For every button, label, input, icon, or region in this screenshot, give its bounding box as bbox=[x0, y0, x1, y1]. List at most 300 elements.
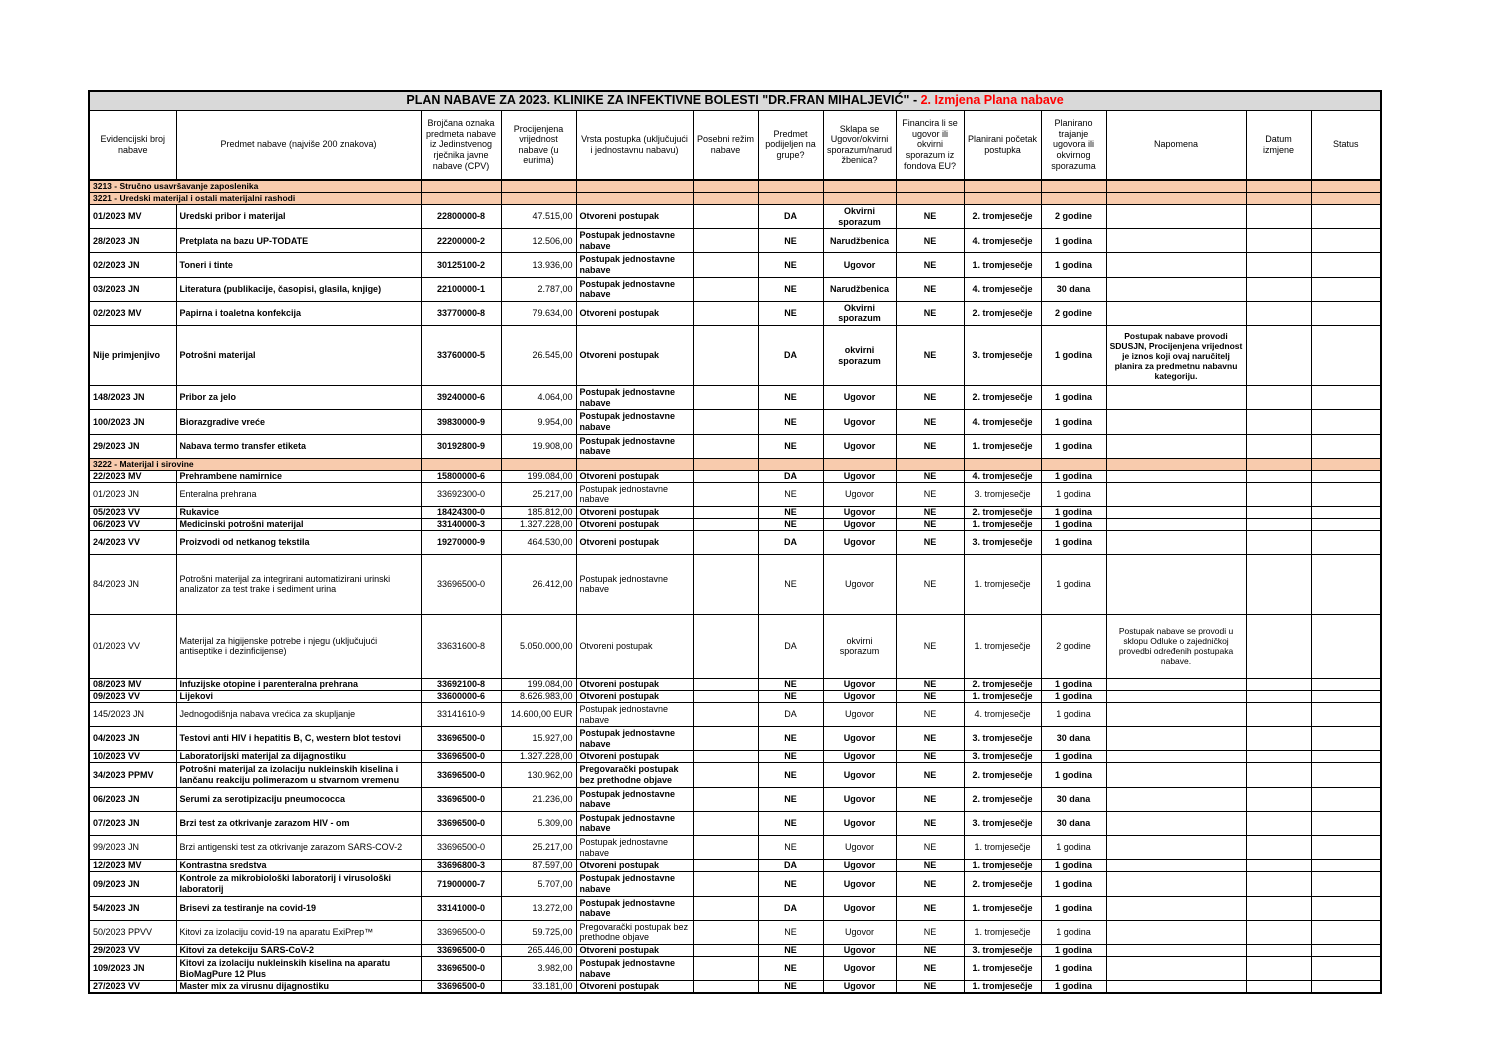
table-row bbox=[89, 787, 1381, 811]
table-row bbox=[89, 836, 1381, 860]
table-row bbox=[89, 860, 1381, 872]
cell-predmet: Uredski pribor i materijal bbox=[176, 205, 421, 229]
cell-predmet: Master mix za virusnu dijagnostiku bbox=[176, 981, 421, 994]
cell-cpv: 19270000-9 bbox=[421, 530, 501, 554]
cell-grupe: NE bbox=[758, 229, 823, 253]
section-cell bbox=[693, 180, 758, 193]
table-row bbox=[89, 506, 1381, 518]
cell-cpv: 33600000-6 bbox=[421, 690, 501, 702]
cell-id: 05/2023 VV bbox=[89, 506, 176, 518]
cell-cpv: 33692100-8 bbox=[421, 678, 501, 690]
cell-vrsta: Postupak jednostavne nabave bbox=[576, 811, 693, 835]
cell-vrsta: Postupak jednostavne nabave bbox=[576, 253, 693, 277]
column-header-vrsta: Vrsta postupka (uključujući i jednostavnu nabavu) bbox=[576, 110, 693, 180]
cell-rezim bbox=[693, 896, 758, 920]
cell-eu: NE bbox=[896, 506, 964, 518]
cell-predmet: Infuzijske otopine i parenteralna prehrana bbox=[176, 678, 421, 690]
cell-sklapa: Ugovor bbox=[823, 506, 896, 518]
cell-status bbox=[1311, 470, 1381, 482]
section-cell bbox=[1311, 458, 1381, 470]
cell-predmet: Medicinski potrošni materijal bbox=[176, 518, 421, 530]
cell-trajanje: 1 godina bbox=[1041, 530, 1106, 554]
cell-trajanje: 1 godina bbox=[1041, 506, 1106, 518]
cell-grupe: NE bbox=[758, 386, 823, 410]
cell-grupe: DA bbox=[758, 205, 823, 229]
cell-vrsta: Otvoreni postupak bbox=[576, 981, 693, 994]
cell-grupe: NE bbox=[758, 410, 823, 434]
cell-pocetak: 4. tromjesečje bbox=[964, 277, 1041, 301]
cell-predmet: Toneri i tinte bbox=[176, 253, 421, 277]
cell-status bbox=[1311, 326, 1381, 386]
cell-status bbox=[1311, 836, 1381, 860]
cell-grupe: NE bbox=[758, 920, 823, 944]
cell-napomena bbox=[1106, 702, 1246, 726]
cell-trajanje: 1 godina bbox=[1041, 896, 1106, 920]
cell-rezim bbox=[693, 386, 758, 410]
cell-id: 02/2023 JN bbox=[89, 253, 176, 277]
cell-id: 09/2023 VV bbox=[89, 690, 176, 702]
cell-predmet: Biorazgradive vreće bbox=[176, 410, 421, 434]
cell-eu: NE bbox=[896, 301, 964, 325]
cell-rezim bbox=[693, 277, 758, 301]
cell-pocetak: 4. tromjesečje bbox=[964, 702, 1041, 726]
cell-id: 109/2023 JN bbox=[89, 956, 176, 980]
cell-trajanje: 30 dana bbox=[1041, 277, 1106, 301]
section-cell bbox=[758, 458, 823, 470]
cell-sklapa: Okvirni sporazum bbox=[823, 205, 896, 229]
cell-napomena bbox=[1106, 836, 1246, 860]
cell-eu: NE bbox=[896, 518, 964, 530]
cell-pocetak: 3. tromjesečje bbox=[964, 530, 1041, 554]
cell-status bbox=[1311, 434, 1381, 458]
cell-trajanje: 1 godina bbox=[1041, 763, 1106, 787]
cell-vrijednost: 25.217,00 bbox=[501, 482, 576, 506]
table-row bbox=[89, 470, 1381, 482]
cell-sklapa: Ugovor bbox=[823, 811, 896, 835]
cell-pocetak: 1. tromjesečje bbox=[964, 554, 1041, 614]
cell-pocetak: 3. tromjesečje bbox=[964, 727, 1041, 751]
cell-eu: NE bbox=[896, 554, 964, 614]
cell-napomena bbox=[1106, 944, 1246, 956]
cell-cpv: 15800000-6 bbox=[421, 470, 501, 482]
section-row bbox=[89, 193, 1381, 205]
cell-grupe: NE bbox=[758, 811, 823, 835]
cell-grupe: DA bbox=[758, 860, 823, 872]
cell-cpv: 22200000-2 bbox=[421, 229, 501, 253]
column-header-status: Status bbox=[1311, 110, 1381, 180]
cell-grupe: NE bbox=[758, 981, 823, 994]
cell-status bbox=[1311, 506, 1381, 518]
cell-status bbox=[1311, 896, 1381, 920]
cell-napomena bbox=[1106, 277, 1246, 301]
cell-vrsta: Otvoreni postupak bbox=[576, 205, 693, 229]
cell-datum bbox=[1246, 787, 1311, 811]
cell-id: 10/2023 VV bbox=[89, 751, 176, 763]
document-title bbox=[89, 91, 1381, 110]
cell-datum bbox=[1246, 944, 1311, 956]
cell-vrsta: Postupak jednostavne nabave bbox=[576, 386, 693, 410]
cell-pocetak: 4. tromjesečje bbox=[964, 470, 1041, 482]
cell-vrijednost: 2.787,00 bbox=[501, 277, 576, 301]
table-row bbox=[89, 811, 1381, 835]
table-row bbox=[89, 253, 1381, 277]
section-label: 3222 - Materijal i sirovine bbox=[89, 458, 421, 470]
cell-id: 01/2023 JN bbox=[89, 482, 176, 506]
cell-status bbox=[1311, 872, 1381, 896]
cell-vrsta: Otvoreni postupak bbox=[576, 751, 693, 763]
cell-datum bbox=[1246, 277, 1311, 301]
cell-id: 29/2023 VV bbox=[89, 944, 176, 956]
cell-eu: NE bbox=[896, 482, 964, 506]
cell-vrsta: Otvoreni postupak bbox=[576, 518, 693, 530]
cell-datum bbox=[1246, 811, 1311, 835]
section-cell bbox=[896, 193, 964, 205]
cell-datum bbox=[1246, 727, 1311, 751]
cell-rezim bbox=[693, 811, 758, 835]
cell-pocetak: 2. tromjesečje bbox=[964, 506, 1041, 518]
cell-pocetak: 2. tromjesečje bbox=[964, 763, 1041, 787]
cell-vrijednost: 185.812,00 bbox=[501, 506, 576, 518]
cell-datum bbox=[1246, 920, 1311, 944]
cell-cpv: 30125100-2 bbox=[421, 253, 501, 277]
cell-vrijednost: 19.908,00 bbox=[501, 434, 576, 458]
cell-vrsta: Postupak jednostavne nabave bbox=[576, 554, 693, 614]
section-cell bbox=[501, 180, 576, 193]
cell-sklapa: Ugovor bbox=[823, 920, 896, 944]
cell-datum bbox=[1246, 386, 1311, 410]
cell-vrijednost: 8.626.983,00 bbox=[501, 690, 576, 702]
cell-pocetak: 2. tromjesečje bbox=[964, 872, 1041, 896]
cell-trajanje: 1 godina bbox=[1041, 434, 1106, 458]
cell-datum bbox=[1246, 702, 1311, 726]
table-row bbox=[89, 229, 1381, 253]
cell-vrsta: Postupak jednostavne nabave bbox=[576, 836, 693, 860]
cell-sklapa: Narudžbenica bbox=[823, 229, 896, 253]
cell-trajanje: 1 godina bbox=[1041, 554, 1106, 614]
cell-trajanje: 30 dana bbox=[1041, 727, 1106, 751]
cell-eu: NE bbox=[896, 530, 964, 554]
cell-vrijednost: 26.545,00 bbox=[501, 326, 576, 386]
cell-rezim bbox=[693, 956, 758, 980]
cell-rezim bbox=[693, 702, 758, 726]
cell-rezim bbox=[693, 434, 758, 458]
cell-predmet: Kontrastna sredstva bbox=[176, 860, 421, 872]
cell-vrijednost: 13.936,00 bbox=[501, 253, 576, 277]
cell-napomena bbox=[1106, 787, 1246, 811]
cell-grupe: NE bbox=[758, 956, 823, 980]
cell-id: 07/2023 JN bbox=[89, 811, 176, 835]
cell-sklapa: Ugovor bbox=[823, 836, 896, 860]
cell-status bbox=[1311, 518, 1381, 530]
cell-trajanje: 1 godina bbox=[1041, 470, 1106, 482]
cell-predmet: Kitovi za detekciju SARS-CoV-2 bbox=[176, 944, 421, 956]
cell-napomena bbox=[1106, 554, 1246, 614]
cell-pocetak: 3. tromjesečje bbox=[964, 326, 1041, 386]
cell-status bbox=[1311, 920, 1381, 944]
cell-pocetak: 2. tromjesečje bbox=[964, 205, 1041, 229]
cell-vrsta: Postupak jednostavne nabave bbox=[576, 896, 693, 920]
cell-id: 148/2023 JN bbox=[89, 386, 176, 410]
cell-id: 50/2023 PPVV bbox=[89, 920, 176, 944]
cell-predmet: Testovi anti HIV i hepatitis B, C, western blot testovi bbox=[176, 727, 421, 751]
column-header-grupe: Predmet podijeljen na grupe? bbox=[758, 110, 823, 180]
cell-vrsta: Otvoreni postupak bbox=[576, 678, 693, 690]
cell-sklapa: Ugovor bbox=[823, 956, 896, 980]
cell-sklapa: okvirni sporazum bbox=[823, 614, 896, 678]
section-cell bbox=[1311, 180, 1381, 193]
cell-pocetak: 1. tromjesečje bbox=[964, 920, 1041, 944]
cell-status bbox=[1311, 554, 1381, 614]
cell-napomena bbox=[1106, 470, 1246, 482]
cell-vrsta: Postupak jednostavne nabave bbox=[576, 410, 693, 434]
cell-predmet: Rukavice bbox=[176, 506, 421, 518]
table-row bbox=[89, 277, 1381, 301]
cell-cpv: 33696500-0 bbox=[421, 554, 501, 614]
cell-vrsta: Otvoreni postupak bbox=[576, 470, 693, 482]
table-row bbox=[89, 872, 1381, 896]
cell-predmet: Pretplata na bazu UP-TODATE bbox=[176, 229, 421, 253]
section-cell bbox=[576, 193, 693, 205]
cell-predmet: Lijekovi bbox=[176, 690, 421, 702]
cell-datum bbox=[1246, 326, 1311, 386]
cell-id: Nije primjenjivo bbox=[89, 326, 176, 386]
cell-eu: NE bbox=[896, 470, 964, 482]
cell-predmet: Proizvodi od netkanog tekstila bbox=[176, 530, 421, 554]
cell-trajanje: 1 godina bbox=[1041, 836, 1106, 860]
column-header-eu: Financira li se ugovor ili okvirni sporazum iz fondova EU? bbox=[896, 110, 964, 180]
cell-id: 04/2023 JN bbox=[89, 727, 176, 751]
cell-vrijednost: 1.327.228,00 bbox=[501, 751, 576, 763]
cell-id: 08/2023 MV bbox=[89, 678, 176, 690]
cell-vrsta: Postupak jednostavne nabave bbox=[576, 787, 693, 811]
column-header-row bbox=[89, 110, 1381, 180]
cell-predmet: Pribor za jelo bbox=[176, 386, 421, 410]
cell-vrsta: Otvoreni postupak bbox=[576, 530, 693, 554]
cell-datum bbox=[1246, 518, 1311, 530]
cell-trajanje: 30 dana bbox=[1041, 811, 1106, 835]
cell-vrijednost: 79.634,00 bbox=[501, 301, 576, 325]
cell-sklapa: Ugovor bbox=[823, 386, 896, 410]
cell-datum bbox=[1246, 554, 1311, 614]
section-cell bbox=[896, 458, 964, 470]
section-cell bbox=[501, 458, 576, 470]
cell-eu: NE bbox=[896, 702, 964, 726]
cell-status bbox=[1311, 482, 1381, 506]
cell-trajanje: 2 godine bbox=[1041, 301, 1106, 325]
table-row bbox=[89, 702, 1381, 726]
cell-vrsta: Postupak jednostavne nabave bbox=[576, 277, 693, 301]
cell-grupe: NE bbox=[758, 787, 823, 811]
cell-id: 100/2023 JN bbox=[89, 410, 176, 434]
cell-eu: NE bbox=[896, 727, 964, 751]
cell-vrijednost: 130.962,00 bbox=[501, 763, 576, 787]
cell-grupe: NE bbox=[758, 554, 823, 614]
table-row bbox=[89, 518, 1381, 530]
section-cell bbox=[693, 458, 758, 470]
cell-vrsta: Otvoreni postupak bbox=[576, 614, 693, 678]
cell-eu: NE bbox=[896, 981, 964, 994]
table-row bbox=[89, 920, 1381, 944]
cell-vrijednost: 21.236,00 bbox=[501, 787, 576, 811]
cell-datum bbox=[1246, 229, 1311, 253]
cell-rezim bbox=[693, 727, 758, 751]
cell-cpv: 33696800-3 bbox=[421, 860, 501, 872]
cell-id: 24/2023 VV bbox=[89, 530, 176, 554]
cell-pocetak: 2. tromjesečje bbox=[964, 386, 1041, 410]
table-row bbox=[89, 554, 1381, 614]
section-cell bbox=[823, 180, 896, 193]
cell-sklapa: Ugovor bbox=[823, 482, 896, 506]
cell-cpv: 33696500-0 bbox=[421, 727, 501, 751]
cell-cpv: 18424300-0 bbox=[421, 506, 501, 518]
cell-grupe: NE bbox=[758, 678, 823, 690]
cell-status bbox=[1311, 944, 1381, 956]
cell-rezim bbox=[693, 506, 758, 518]
cell-trajanje: 1 godina bbox=[1041, 410, 1106, 434]
cell-grupe: DA bbox=[758, 614, 823, 678]
cell-cpv: 33760000-5 bbox=[421, 326, 501, 386]
cell-cpv: 33140000-3 bbox=[421, 518, 501, 530]
cell-cpv: 39240000-6 bbox=[421, 386, 501, 410]
cell-predmet: Brisevi za testiranje na covid-19 bbox=[176, 896, 421, 920]
cell-grupe: DA bbox=[758, 530, 823, 554]
cell-trajanje: 1 godina bbox=[1041, 944, 1106, 956]
cell-vrsta: Pregovarački postupak bez prethodne objave bbox=[576, 920, 693, 944]
table-row bbox=[89, 956, 1381, 980]
cell-napomena: Postupak nabave se provodi u sklopu Odluke o zajedničkoj provedbi određenih postupaka nabave. bbox=[1106, 614, 1246, 678]
cell-pocetak: 1. tromjesečje bbox=[964, 836, 1041, 860]
cell-id: 03/2023 JN bbox=[89, 277, 176, 301]
cell-vrsta: Otvoreni postupak bbox=[576, 506, 693, 518]
cell-predmet: Nabava termo transfer etiketa bbox=[176, 434, 421, 458]
section-cell bbox=[1246, 458, 1311, 470]
title-row bbox=[89, 91, 1381, 110]
cell-eu: NE bbox=[896, 944, 964, 956]
cell-predmet: Literatura (publikacije, časopisi, glasila, knjige) bbox=[176, 277, 421, 301]
cell-sklapa: Ugovor bbox=[823, 872, 896, 896]
cell-cpv: 33631600-8 bbox=[421, 614, 501, 678]
cell-pocetak: 3. tromjesečje bbox=[964, 482, 1041, 506]
cell-trajanje: 1 godina bbox=[1041, 518, 1106, 530]
table-row bbox=[89, 751, 1381, 763]
cell-sklapa: okvirni sporazum bbox=[823, 326, 896, 386]
cell-cpv: 33696500-0 bbox=[421, 811, 501, 835]
cell-vrijednost: 59.725,00 bbox=[501, 920, 576, 944]
cell-id: 01/2023 VV bbox=[89, 614, 176, 678]
cell-id: 06/2023 JN bbox=[89, 787, 176, 811]
cell-vrsta: Postupak jednostavne nabave bbox=[576, 872, 693, 896]
cell-id: 34/2023 PPMV bbox=[89, 763, 176, 787]
cell-trajanje: 1 godina bbox=[1041, 920, 1106, 944]
cell-datum bbox=[1246, 872, 1311, 896]
table-row bbox=[89, 614, 1381, 678]
cell-napomena bbox=[1106, 763, 1246, 787]
cell-grupe: DA bbox=[758, 702, 823, 726]
cell-napomena bbox=[1106, 690, 1246, 702]
cell-status bbox=[1311, 530, 1381, 554]
cell-eu: NE bbox=[896, 229, 964, 253]
cell-trajanje: 1 godina bbox=[1041, 981, 1106, 994]
document-title-revision: 2. Izmjena Plana nabave bbox=[920, 93, 1064, 108]
cell-pocetak: 1. tromjesečje bbox=[964, 518, 1041, 530]
cell-vrijednost: 4.064,00 bbox=[501, 386, 576, 410]
cell-vrijednost: 5.707,00 bbox=[501, 872, 576, 896]
cell-datum bbox=[1246, 301, 1311, 325]
cell-vrijednost: 15.927,00 bbox=[501, 727, 576, 751]
cell-pocetak: 1. tromjesečje bbox=[964, 434, 1041, 458]
cell-vrijednost: 265.446,00 bbox=[501, 944, 576, 956]
cell-sklapa: Ugovor bbox=[823, 554, 896, 614]
cell-rezim bbox=[693, 530, 758, 554]
cell-status bbox=[1311, 277, 1381, 301]
cell-predmet: Kitovi za izolaciju nukleinskih kiselina na aparatu BioMagPure 12 Plus bbox=[176, 956, 421, 980]
cell-status bbox=[1311, 614, 1381, 678]
cell-eu: NE bbox=[896, 763, 964, 787]
cell-id: 145/2023 JN bbox=[89, 702, 176, 726]
cell-pocetak: 1. tromjesečje bbox=[964, 896, 1041, 920]
cell-cpv: 39830000-9 bbox=[421, 410, 501, 434]
cell-eu: NE bbox=[896, 678, 964, 690]
cell-trajanje: 1 godina bbox=[1041, 702, 1106, 726]
cell-id: 09/2023 JN bbox=[89, 872, 176, 896]
cell-status bbox=[1311, 981, 1381, 994]
cell-pocetak: 2. tromjesečje bbox=[964, 301, 1041, 325]
cell-rezim bbox=[693, 872, 758, 896]
section-cell bbox=[693, 193, 758, 205]
cell-vrsta: Otvoreni postupak bbox=[576, 301, 693, 325]
cell-datum bbox=[1246, 896, 1311, 920]
cell-vrijednost: 33.181,00 bbox=[501, 981, 576, 994]
cell-cpv: 33696500-0 bbox=[421, 787, 501, 811]
cell-vrsta: Postupak jednostavne nabave bbox=[576, 702, 693, 726]
cell-sklapa: Ugovor bbox=[823, 896, 896, 920]
cell-predmet: Materijal za higijenske potrebe i njegu (uključujući antiseptike i dezinficijense) bbox=[176, 614, 421, 678]
section-cell bbox=[1106, 180, 1246, 193]
table-row bbox=[89, 678, 1381, 690]
cell-sklapa: Ugovor bbox=[823, 690, 896, 702]
cell-vrsta: Postupak jednostavne nabave bbox=[576, 956, 693, 980]
cell-datum bbox=[1246, 482, 1311, 506]
cell-pocetak: 1. tromjesečje bbox=[964, 690, 1041, 702]
cell-napomena bbox=[1106, 518, 1246, 530]
section-cell bbox=[1246, 180, 1311, 193]
cell-predmet: Kitovi za izolaciju covid-19 na aparatu ExiPrep™ bbox=[176, 920, 421, 944]
procurement-plan-table bbox=[88, 90, 1382, 994]
cell-cpv: 33696500-0 bbox=[421, 751, 501, 763]
cell-vrijednost: 5.309,00 bbox=[501, 811, 576, 835]
cell-napomena bbox=[1106, 482, 1246, 506]
cell-cpv: 33696500-0 bbox=[421, 763, 501, 787]
section-label: 3221 - Uredski materijal i ostali materijalni rashodi bbox=[89, 193, 421, 205]
cell-predmet: Brzi test za otkrivanje zarazom HIV - om bbox=[176, 811, 421, 835]
cell-sklapa: Ugovor bbox=[823, 253, 896, 277]
cell-id: 29/2023 JN bbox=[89, 434, 176, 458]
cell-rezim bbox=[693, 301, 758, 325]
cell-rezim bbox=[693, 482, 758, 506]
cell-eu: NE bbox=[896, 896, 964, 920]
cell-rezim bbox=[693, 470, 758, 482]
cell-grupe: DA bbox=[758, 326, 823, 386]
column-header-predmet: Predmet nabave (najviše 200 znakova) bbox=[176, 110, 421, 180]
section-cell bbox=[421, 193, 501, 205]
cell-datum bbox=[1246, 690, 1311, 702]
cell-trajanje: 1 godina bbox=[1041, 690, 1106, 702]
column-header-napomena: Napomena bbox=[1106, 110, 1246, 180]
cell-vrsta: Otvoreni postupak bbox=[576, 326, 693, 386]
cell-pocetak: 3. tromjesečje bbox=[964, 944, 1041, 956]
cell-id: 99/2023 JN bbox=[89, 836, 176, 860]
cell-pocetak: 2. tromjesečje bbox=[964, 678, 1041, 690]
